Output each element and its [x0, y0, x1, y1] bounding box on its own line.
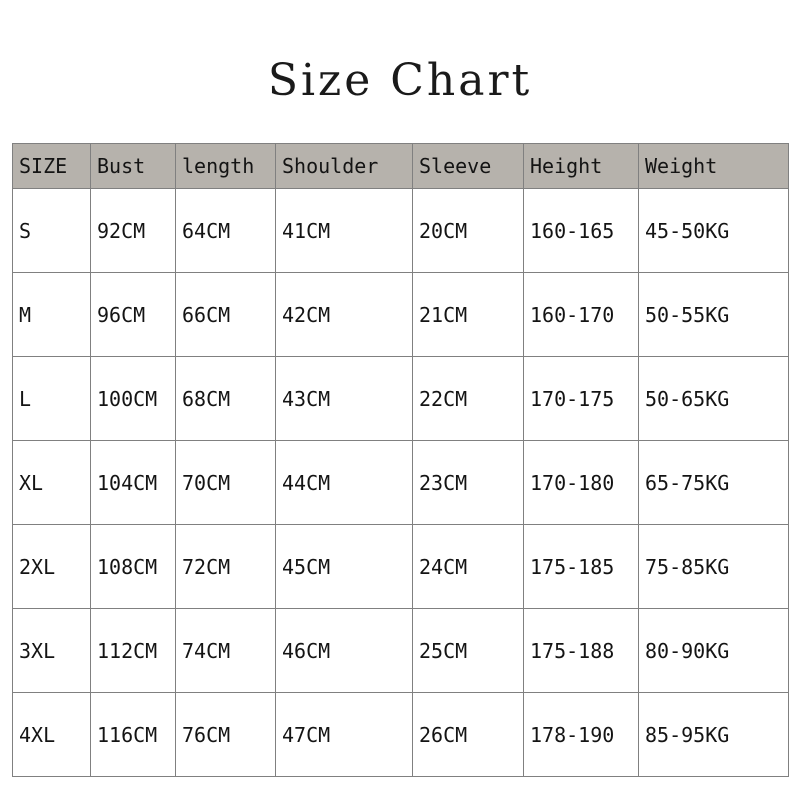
cell-shoulder: 44CM [276, 441, 413, 525]
cell-height: 170-175 [524, 357, 639, 441]
cell-length: 68CM [176, 357, 276, 441]
table-row [13, 189, 789, 273]
column-header-weight: Weight [639, 144, 789, 189]
cell-bust: 108CM [91, 525, 176, 609]
cell-height: 170-180 [524, 441, 639, 525]
cell-bust: 92CM [91, 189, 176, 273]
cell-sleeve: 23CM [413, 441, 524, 525]
table-header-row [13, 144, 789, 189]
cell-bust: 112CM [91, 609, 176, 693]
cell-weight: 50-55KG [639, 273, 789, 357]
cell-height: 178-190 [524, 693, 639, 777]
cell-length: 76CM [176, 693, 276, 777]
cell-height: 175-185 [524, 525, 639, 609]
cell-length: 70CM [176, 441, 276, 525]
cell-shoulder: 45CM [276, 525, 413, 609]
cell-length: 74CM [176, 609, 276, 693]
cell-shoulder: 42CM [276, 273, 413, 357]
column-header-size: SIZE [13, 144, 91, 189]
cell-sleeve: 21CM [413, 273, 524, 357]
cell-size: 4XL [13, 693, 91, 777]
cell-size: 2XL [13, 525, 91, 609]
cell-bust: 100CM [91, 357, 176, 441]
cell-weight: 75-85KG [639, 525, 789, 609]
cell-weight: 65-75KG [639, 441, 789, 525]
table-row [13, 693, 789, 777]
cell-size: S [13, 189, 91, 273]
cell-height: 175-188 [524, 609, 639, 693]
column-header-bust: Bust [91, 144, 176, 189]
cell-shoulder: 46CM [276, 609, 413, 693]
table-header [13, 144, 789, 189]
cell-weight: 50-65KG [639, 357, 789, 441]
cell-length: 64CM [176, 189, 276, 273]
size-chart-table-container [12, 143, 788, 777]
cell-size: M [13, 273, 91, 357]
cell-sleeve: 26CM [413, 693, 524, 777]
cell-size: 3XL [13, 609, 91, 693]
cell-bust: 104CM [91, 441, 176, 525]
cell-sleeve: 22CM [413, 357, 524, 441]
cell-weight: 80-90KG [639, 609, 789, 693]
cell-size: XL [13, 441, 91, 525]
column-header-height: Height [524, 144, 639, 189]
size-chart-table [12, 143, 789, 777]
cell-shoulder: 47CM [276, 693, 413, 777]
cell-sleeve: 24CM [413, 525, 524, 609]
cell-bust: 96CM [91, 273, 176, 357]
cell-weight: 45-50KG [639, 189, 789, 273]
cell-shoulder: 41CM [276, 189, 413, 273]
cell-height: 160-165 [524, 189, 639, 273]
cell-length: 66CM [176, 273, 276, 357]
table-row [13, 525, 789, 609]
table-row [13, 441, 789, 525]
column-header-sleeve: Sleeve [413, 144, 524, 189]
table-body [13, 189, 789, 777]
column-header-length: length [176, 144, 276, 189]
cell-size: L [13, 357, 91, 441]
cell-bust: 116CM [91, 693, 176, 777]
table-row [13, 357, 789, 441]
cell-height: 160-170 [524, 273, 639, 357]
cell-shoulder: 43CM [276, 357, 413, 441]
cell-sleeve: 20CM [413, 189, 524, 273]
table-row [13, 273, 789, 357]
cell-length: 72CM [176, 525, 276, 609]
cell-sleeve: 25CM [413, 609, 524, 693]
column-header-shoulder: Shoulder [276, 144, 413, 189]
page-title: Size Chart [267, 55, 533, 106]
table-row [13, 609, 789, 693]
cell-weight: 85-95KG [639, 693, 789, 777]
